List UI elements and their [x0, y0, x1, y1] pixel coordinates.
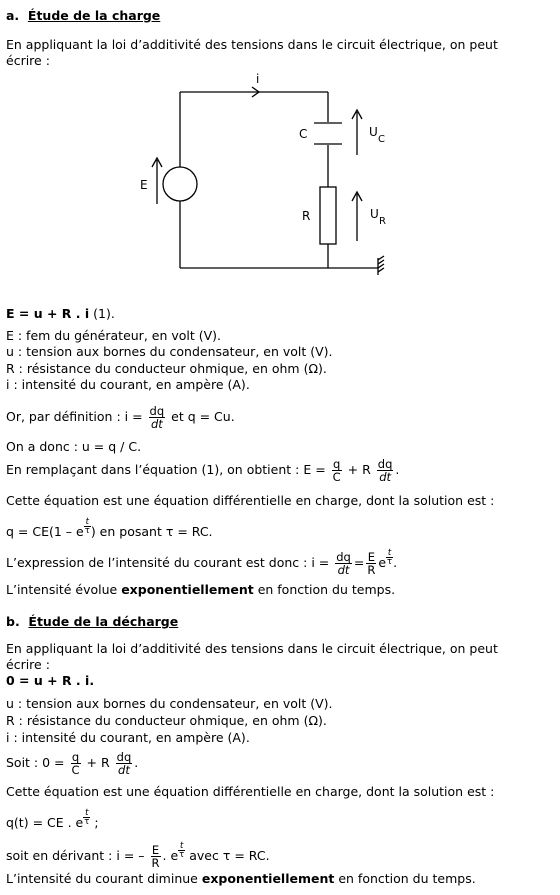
label-ur: U — [370, 207, 379, 221]
line-solution-a — [6, 518, 213, 539]
line-replace — [6, 458, 399, 483]
ground-hatch-4 — [378, 268, 384, 272]
fraction-den: τ — [179, 850, 185, 860]
exponent-fraction — [84, 518, 91, 535]
text-segment: ; — [90, 815, 99, 830]
label-uc-sub: C — [378, 134, 385, 145]
fraction-num: t — [387, 548, 392, 558]
text-segment: en fonction du temps. — [253, 582, 396, 597]
fraction-num: t — [85, 517, 89, 527]
fraction-den: R — [367, 563, 376, 577]
fraction-e-r — [151, 844, 161, 869]
text-segment: L’intensité du courant diminue — [6, 871, 202, 886]
bold-word: exponentiellement — [201, 871, 335, 886]
section-b-label: b. — [6, 614, 20, 629]
fraction-den: τ — [84, 526, 90, 536]
text-segment: . — [395, 462, 400, 477]
fraction-num: t — [85, 808, 89, 818]
fraction-den: dt — [118, 763, 130, 777]
fraction-num: dq — [149, 404, 165, 418]
definition-a-1: u : tension aux bornes du condensateur, en volt (V). — [6, 344, 333, 359]
definition-a-0: E : fem du générateur, en volt (V). — [6, 328, 222, 343]
fraction-num: E — [151, 843, 160, 857]
section-b-heading — [6, 614, 178, 629]
label-current: i — [256, 72, 260, 86]
section-a-intro-1: En appliquant la loi d’additivité des tensions dans le circuit électrique, on peut — [6, 37, 498, 52]
text-segment: q(t) = CE . e — [6, 815, 84, 830]
line-diff-a: Cette équation est une équation différentielle en charge, dont la solution est : — [6, 493, 495, 508]
text-segment: . — [134, 755, 139, 770]
ground-hatch-3 — [378, 264, 384, 268]
fraction-num: dq — [377, 457, 393, 471]
section-b-intro-1: En appliquant la loi d’additivité des tensions dans le circuit électrique, on peut — [6, 641, 498, 656]
line-u: On a donc : u = q / C. — [6, 439, 142, 454]
fraction-den: τ — [84, 817, 90, 827]
generator-symbol — [163, 167, 197, 201]
line-solution-b — [6, 809, 99, 830]
fraction-den: dt — [337, 563, 350, 577]
fraction-num: q — [333, 457, 341, 471]
fraction-den: dt — [379, 470, 391, 484]
equation-1-expression: E = u + R . i — [6, 306, 90, 321]
text-segment: ) en posant τ = RC. — [90, 524, 213, 539]
ground-hatch-2 — [378, 260, 384, 264]
label-resistor: R — [302, 209, 311, 223]
line-exp-b — [6, 871, 476, 886]
fraction-num: dq — [336, 550, 351, 564]
text-segment: e — [378, 555, 387, 570]
fraction-den: dt — [150, 417, 163, 431]
fraction-num: dq — [116, 750, 132, 764]
line-soit — [6, 751, 138, 776]
fraction-den: C — [332, 470, 341, 484]
text-segment: q = CE(1 – e — [6, 524, 84, 539]
fraction-dq-dt — [377, 458, 394, 483]
text-segment: + R — [347, 462, 371, 477]
line-diff-b: Cette équation est une équation différentielle en charge, dont la solution est : — [6, 784, 495, 799]
definition-b-1: R : résistance du conducteur ohmique, en ohm (Ω). — [6, 713, 327, 728]
label-uc: U — [369, 125, 378, 139]
fraction-num: q — [71, 750, 80, 764]
ground-hatch-1 — [378, 256, 384, 260]
fraction-den: R — [151, 856, 160, 870]
text-segment: avec τ = RC. — [185, 848, 270, 863]
equation-2: 0 = u + R . i. — [6, 673, 95, 688]
bold-word: exponentiellement — [121, 582, 254, 597]
fraction-dq-dt — [335, 551, 352, 576]
fraction-q-c — [71, 751, 81, 776]
fraction-e-r — [366, 551, 376, 576]
line-derive — [6, 842, 270, 869]
label-source: E — [140, 178, 148, 192]
fraction-den: C — [71, 763, 80, 777]
fraction-dq-dt — [149, 405, 166, 430]
text-segment: . — [393, 555, 398, 570]
line-exp-a — [6, 582, 395, 597]
text-segment: = — [353, 555, 365, 570]
text-segment: L’expression de l’intensité du courant est donc : i = — [6, 555, 330, 570]
equation-1 — [6, 306, 115, 321]
section-a-title: Étude de la charge — [27, 8, 161, 23]
text-segment: + R — [86, 755, 110, 770]
exponent — [84, 517, 91, 536]
fraction-num: t — [180, 841, 184, 851]
section-b-intro-2: écrire : — [6, 657, 50, 672]
line-current-a — [6, 549, 397, 576]
fraction-den: τ — [387, 557, 393, 567]
label-capacitor: C — [299, 127, 308, 141]
text-segment: et q = Cu. — [171, 409, 235, 424]
section-a-intro-2: écrire : — [6, 53, 50, 68]
resistor-symbol — [320, 187, 336, 244]
section-a-label: a. — [6, 8, 20, 23]
section-b-title: Étude de la décharge — [28, 614, 179, 629]
definition-a-2: R : résistance du conducteur ohmique, en ohm (Ω). — [6, 361, 327, 376]
text-segment: Soit : 0 = — [6, 755, 65, 770]
fraction-q-c — [332, 458, 342, 483]
definition-b-0: u : tension aux bornes du condensateur, en volt (V). — [6, 696, 333, 711]
text-segment: soit en dérivant : i = – — [6, 848, 145, 863]
text-segment: Or, par définition : i = — [6, 409, 143, 424]
text-segment: L’intensité évolue — [6, 582, 122, 597]
line-def-i — [6, 405, 235, 430]
label-ur-sub: R — [379, 216, 386, 227]
fraction-dq-dt — [116, 751, 133, 776]
fraction-num: E — [367, 550, 375, 564]
definition-a-3: i : intensité du courant, en ampère (A). — [6, 377, 250, 392]
definition-b-2: i : intensité du courant, en ampère (A). — [6, 730, 250, 745]
equation-1-tag: (1). — [89, 306, 115, 321]
text-segment: En remplaçant dans l’équation (1), on obtient : E = — [6, 462, 326, 477]
text-segment: en fonction du temps. — [334, 871, 476, 886]
text-segment: . e — [162, 848, 179, 863]
